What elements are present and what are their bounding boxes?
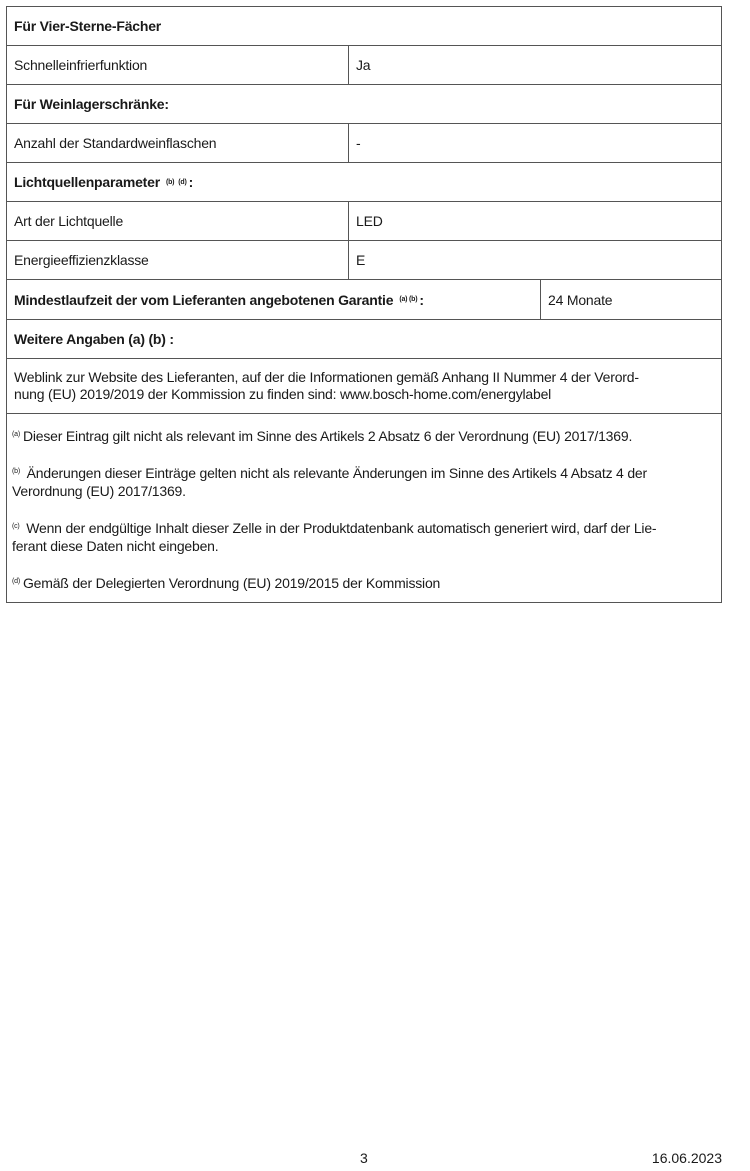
label: Art der Lichtquelle bbox=[7, 202, 349, 240]
value: LED bbox=[356, 213, 383, 229]
row-licht bbox=[7, 163, 721, 202]
row-garantie bbox=[7, 280, 721, 320]
footnote-mark: (d) bbox=[12, 578, 20, 585]
text-line: Dieser Eintrag gilt nicht als relevant im Sinne des Artikels 2 Absatz 6 der Verordnung (EU) 2017/1369. bbox=[22, 428, 633, 444]
document-date: 16.06.2023 bbox=[651, 1150, 722, 1166]
footnote-ref: (d) bbox=[178, 178, 187, 186]
section-heading: Für Weinlagerschränke: bbox=[14, 96, 169, 112]
value: Ja bbox=[356, 57, 371, 73]
label: Schnelleinfrierfunktion bbox=[7, 46, 349, 84]
row-schnelleinfrier bbox=[7, 46, 721, 85]
value: E bbox=[356, 252, 366, 268]
footnote-mark: (a) bbox=[12, 431, 20, 438]
footnote-a bbox=[12, 426, 714, 445]
row-vier-sterne bbox=[7, 7, 721, 46]
label-suffix: : bbox=[419, 291, 424, 308]
text-line: ferant diese Daten nicht eingeben. bbox=[12, 538, 219, 554]
footnote-ref: (a) (b) bbox=[399, 296, 418, 303]
text-line: Wenn der endgültige Inhalt dieser Zelle in der Produktdatenbank automatisch generiert wird, darf der Lie- bbox=[22, 520, 657, 536]
text-line: Weblink zur Website des Lieferanten, auf der die Informationen gemäß Anhang II Nummer 4 der Verord- bbox=[14, 369, 639, 385]
label: Anzahl der Standardweinflaschen bbox=[7, 124, 349, 162]
row-flaschen bbox=[7, 124, 721, 163]
footnote-mark: (b) bbox=[12, 468, 20, 475]
text-line: Gemäß der Delegierten Verordnung (EU) 2019/2015 der Kommission bbox=[22, 575, 441, 591]
weblink-text bbox=[7, 359, 721, 413]
footnote-ref: (b) bbox=[165, 178, 175, 186]
row-klasse bbox=[7, 241, 721, 280]
footnote-c bbox=[12, 518, 714, 555]
heading-text: Lichtquellenparameter bbox=[14, 174, 160, 190]
value: - bbox=[356, 135, 361, 151]
page-number: 3 bbox=[360, 1150, 368, 1166]
label bbox=[7, 280, 541, 319]
footnotes bbox=[7, 414, 721, 602]
footnote-d bbox=[12, 573, 714, 592]
value: 24 Monate bbox=[548, 291, 613, 308]
heading-suffix: : bbox=[188, 174, 194, 190]
text-line: nung (EU) 2019/2019 der Kommission zu finden sind: www.bosch-home.com/energylabel bbox=[14, 386, 552, 402]
text-line: Änderungen dieser Einträge gelten nicht als relevante Änderungen im Sinne des Artikels 4 Absatz 4 der bbox=[22, 465, 647, 481]
label-text: Mindestlaufzeit der vom Lieferanten angebotenen Garantie bbox=[14, 291, 394, 308]
text-line: Verordnung (EU) 2017/1369. bbox=[12, 483, 186, 499]
section-heading: Weitere Angaben (a) (b) : bbox=[14, 331, 174, 347]
row-footnotes bbox=[7, 414, 721, 602]
row-weitere bbox=[7, 320, 721, 359]
row-weblink bbox=[7, 359, 721, 414]
label: Energieeffizienzklasse bbox=[7, 241, 349, 279]
footnote-mark: (c) bbox=[12, 523, 20, 530]
row-art bbox=[7, 202, 721, 241]
section-heading: Für Vier-Sterne-Fächer bbox=[14, 18, 162, 34]
section-heading bbox=[7, 163, 721, 201]
row-wein bbox=[7, 85, 721, 124]
footnote-b bbox=[12, 463, 714, 500]
product-info-table bbox=[6, 6, 722, 603]
